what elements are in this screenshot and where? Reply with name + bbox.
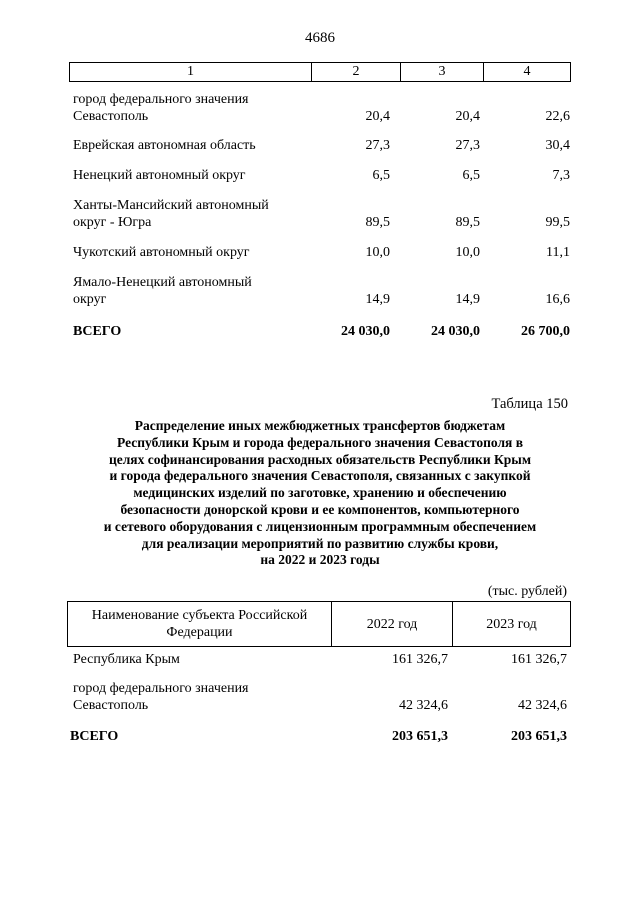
row-value-col2: 27,3 [365,138,390,153]
page-number: 4686 [305,30,335,46]
table150-header-2022: 2022 год [331,602,452,646]
row-value-col2: 20,4 [365,109,390,124]
row-value-col2: 10,0 [365,245,390,260]
row-name: Республика Крым [73,652,180,667]
total-label: ВСЕГО [73,324,122,339]
table1-header-col1: 1 [187,64,194,79]
row-value-col2: 89,5 [365,215,390,230]
row-value-col4: 16,6 [545,292,570,307]
row-value-col4: 30,4 [545,138,570,153]
row-value-2023: 161 326,7 [511,652,567,667]
total-value-2023: 203 651,3 [511,729,567,744]
table1-header-col2: 2 [311,63,400,81]
table1-header-col3: 3 [400,63,483,81]
row-name: город федерального значения Севастополь [73,92,249,124]
row-value-col4: 22,6 [545,109,570,124]
table150-header [67,601,571,647]
row-value-col3: 14,9 [455,292,480,307]
total-label: ВСЕГО [70,729,119,744]
row-name: Ханты-Мансийский автономный округ - Югра [73,198,269,230]
row-name: Чукотский автономный округ [73,245,250,260]
row-value-col3: 6,5 [462,168,480,183]
row-value-col2: 14,9 [365,292,390,307]
row-name: Еврейская автономная область [73,138,256,153]
table1-header-col4: 4 [483,63,570,81]
row-value-col2: 6,5 [372,168,390,183]
row-value-2022: 161 326,7 [392,652,448,667]
total-value-2022: 203 651,3 [392,729,448,744]
total-value-col4: 26 700,0 [521,324,570,339]
table150-header-2023: 2023 год [452,602,570,646]
row-value-2022: 42 324,6 [399,698,448,713]
row-value-col4: 99,5 [545,215,570,230]
row-value-col3: 27,3 [455,138,480,153]
row-value-2023: 42 324,6 [518,698,567,713]
row-value-col4: 7,3 [552,168,570,183]
row-name: город федерального значения Севастополь [73,681,249,713]
row-value-col3: 20,4 [455,109,480,124]
table1-header [69,62,571,82]
table150-header-name: Наименование субъекта Российской Федерации [91,608,308,640]
total-value-col2: 24 030,0 [341,324,390,339]
table-number: Таблица 150 [491,396,568,412]
units-note: (тыс. рублей) [487,584,567,599]
row-value-col3: 10,0 [455,245,480,260]
row-name: Ямало-Ненецкий автономный округ [73,275,252,307]
total-value-col3: 24 030,0 [431,324,480,339]
table-title: Распределение иных межбюджетных трансфертов бюджетам Республики Крым и города федерального значения Севастополя в целях софинансирования расходных обязательств Республики Крым и города федерального значения Севастополя, связанных с закупкой медицинских изделий по заготовке, хранению и обеспечению безопасности донорской крови и ее компонентов, компьютерного и сетевого оборудования с лицензионным программным обеспечением для реализации мероприятий по развитию службы крови, на 2022 и 2023 годы [103,418,537,568]
row-name: Ненецкий автономный округ [73,168,246,183]
row-value-col3: 89,5 [455,215,480,230]
row-value-col4: 11,1 [546,245,570,260]
